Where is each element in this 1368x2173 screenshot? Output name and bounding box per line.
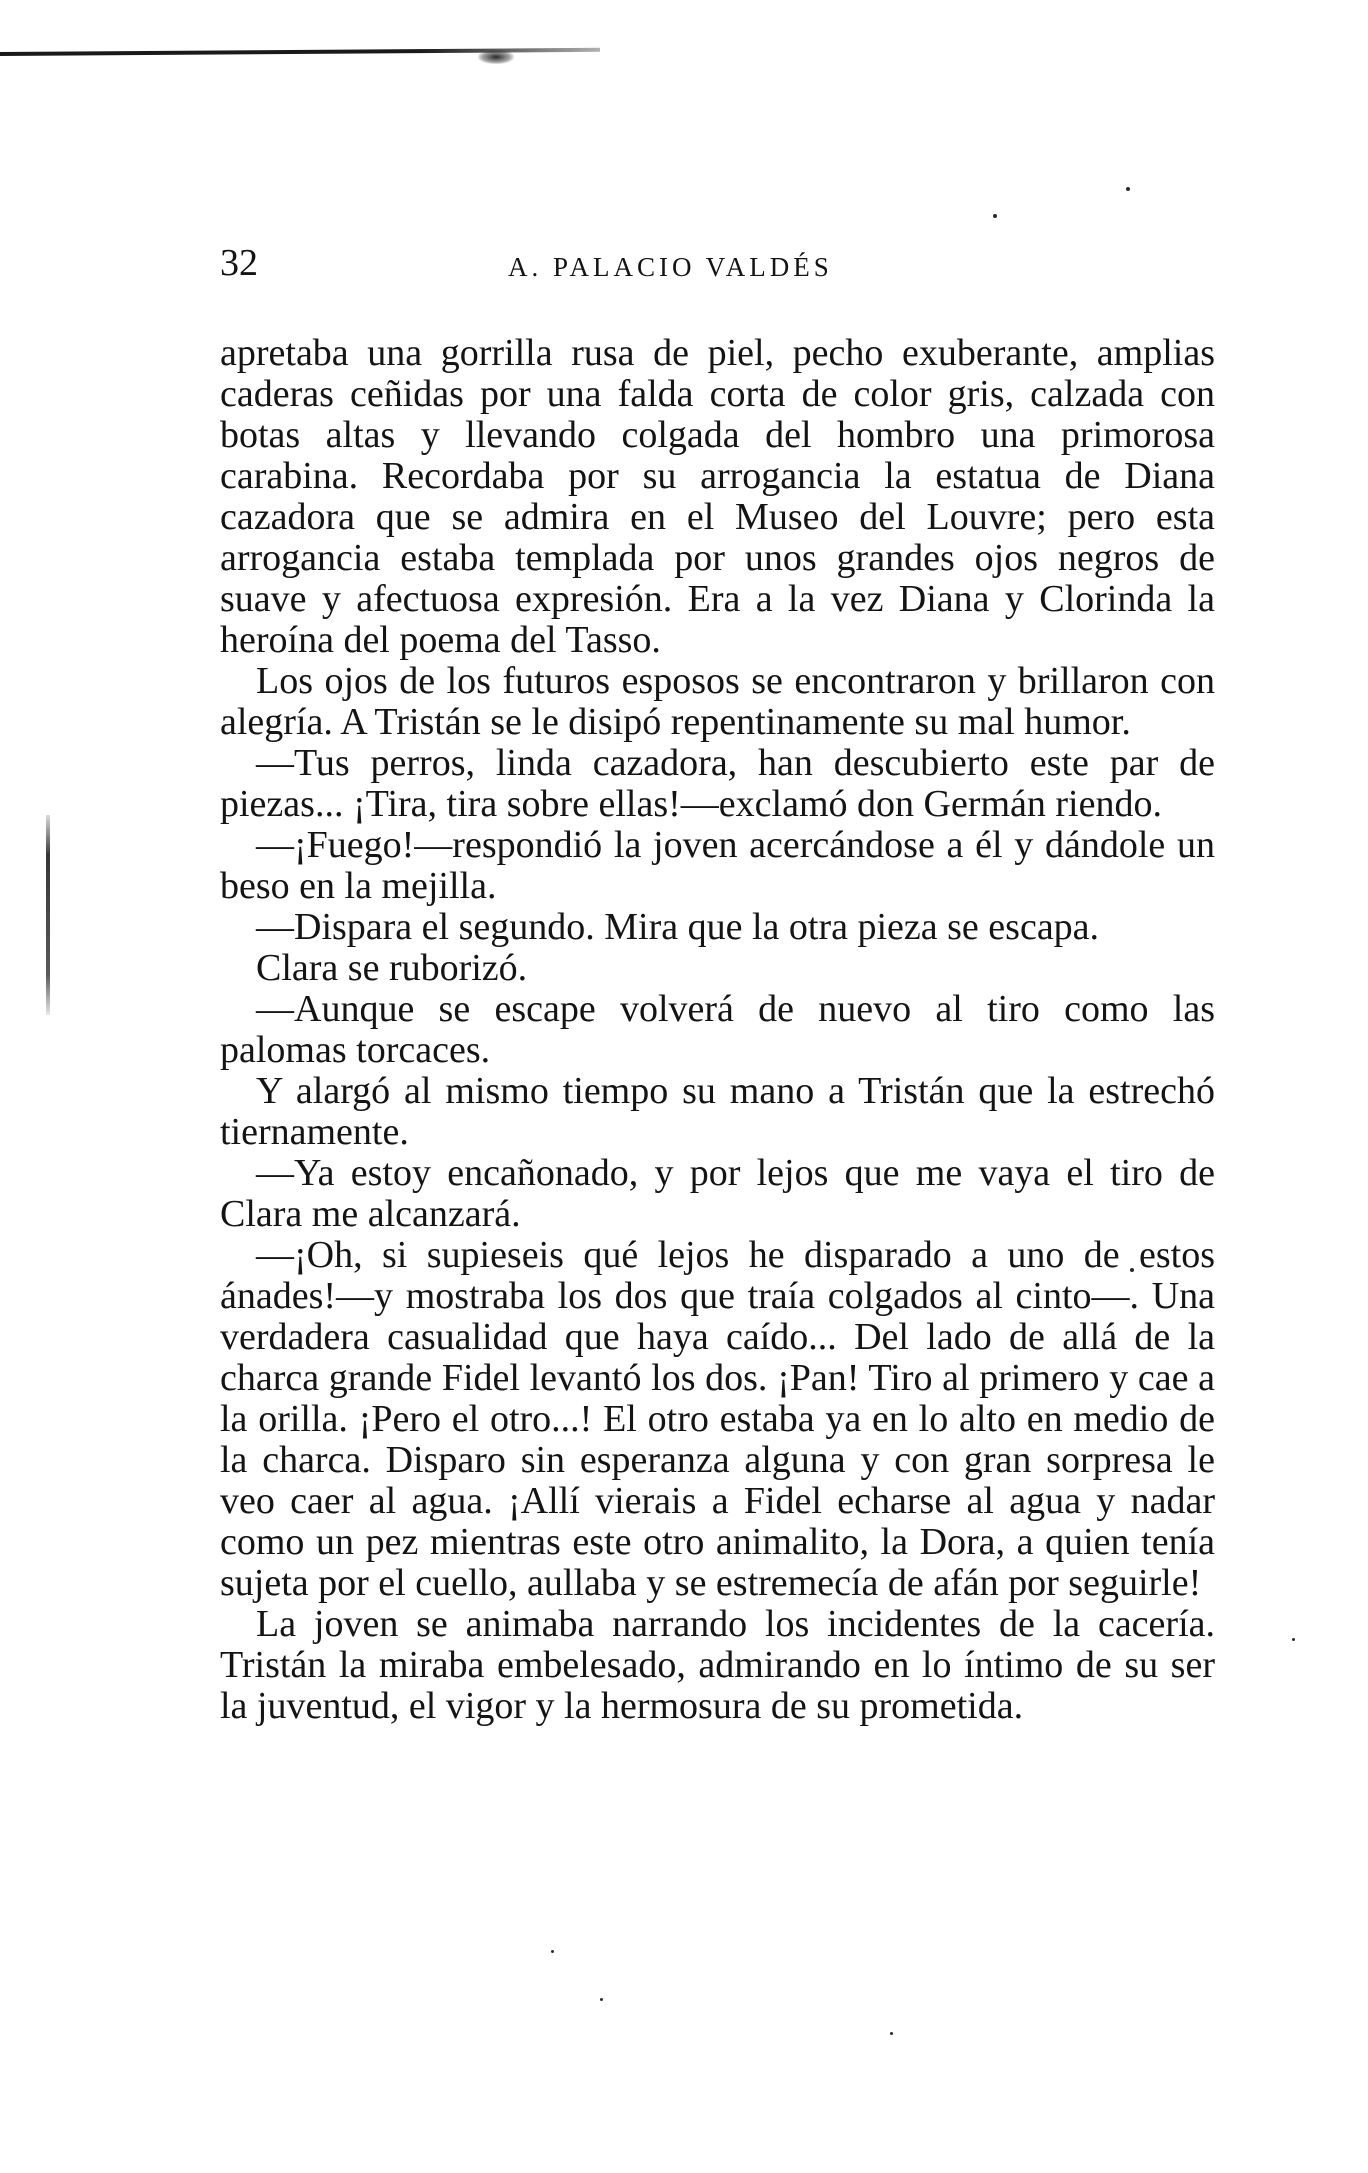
- scan-edge-mark: [46, 815, 50, 1015]
- running-head-author: A. PALACIO VALDÉS: [508, 252, 833, 282]
- paragraph: —Tus perros, linda cazadora, han descubierto este par de piezas... ¡Tira, tira sobre ellas!—exclamó don Germán riendo.: [220, 742, 1215, 825]
- ink-speck: [1292, 1638, 1295, 1641]
- paragraph: —¡Fuego!—respondió la joven acercándose a él y dándole un beso en la mejilla.: [220, 824, 1215, 907]
- page-number: 32: [220, 242, 258, 284]
- paragraph: Y alargó al mismo tiempo su mano a Tristán que la estrechó tiernamente.: [220, 1070, 1215, 1153]
- running-head: [220, 238, 1200, 288]
- ink-speck: [1126, 187, 1130, 191]
- ink-speck: [890, 2032, 893, 2035]
- paragraph: —Aunque se escape volverá de nuevo al tiro como las palomas torcaces.: [220, 988, 1215, 1071]
- paragraph: Clara se ruborizó.: [256, 947, 528, 989]
- ink-smudge: [478, 50, 514, 64]
- paragraph: La joven se animaba narrando los incidentes de la cacería. Tristán la miraba embelesado, admirando en lo íntimo de su ser la juventud, el vigor y la hermosura de su prometida.: [220, 1603, 1215, 1727]
- ink-speck: [551, 1950, 554, 1953]
- paragraph: —Ya estoy encañonado, y por lejos que me vaya el tiro de Clara me alcanzará.: [220, 1152, 1215, 1235]
- ink-speck: [993, 214, 997, 218]
- paragraph: apretaba una gorrilla rusa de piel, pecho exuberante, amplias caderas ceñidas por una falda corta de color gris, calzada con botas altas y llevando colgada del hombro una primorosa carabina. Recordaba por su arrogancia la estatua de Diana cazadora que se admira en el Museo del Louvre; pero esta arrogancia estaba templada por unos grandes ojos negros de suave y afectuosa expresión. Era a la vez Diana y Clorinda la heroína del poema del Tasso.: [220, 332, 1215, 661]
- paragraph: —Dispara el segundo. Mira que la otra pieza se escapa.: [256, 906, 1100, 948]
- body-text: [220, 333, 1215, 1727]
- ink-speck: [600, 1998, 603, 2001]
- paragraph: Los ojos de los futuros esposos se encontraron y brillaron con alegría. A Tristán se le disipó repentinamente su mal humor.: [220, 660, 1215, 743]
- paragraph: —¡Oh, si supieseis qué lejos he disparado a uno de estos ánades!—y mostraba los dos que traía colgados al cinto—. Una verdadera casualidad que haya caído... Del lado de allá de la charca grande Fidel levantó los dos. ¡Pan! Tiro al primero y cae a la orilla. ¡Pero el otro...! El otro estaba ya en lo alto en medio de la charca. Disparo sin esperanza alguna y con gran sorpresa le veo caer al agua. ¡Allí vierais a Fidel echarse al agua y nadar como un pez mientras este otro animalito, la Dora, a quien tenía sujeta por el cuello, aullaba y se estremecía de afán por seguirle!: [220, 1234, 1215, 1604]
